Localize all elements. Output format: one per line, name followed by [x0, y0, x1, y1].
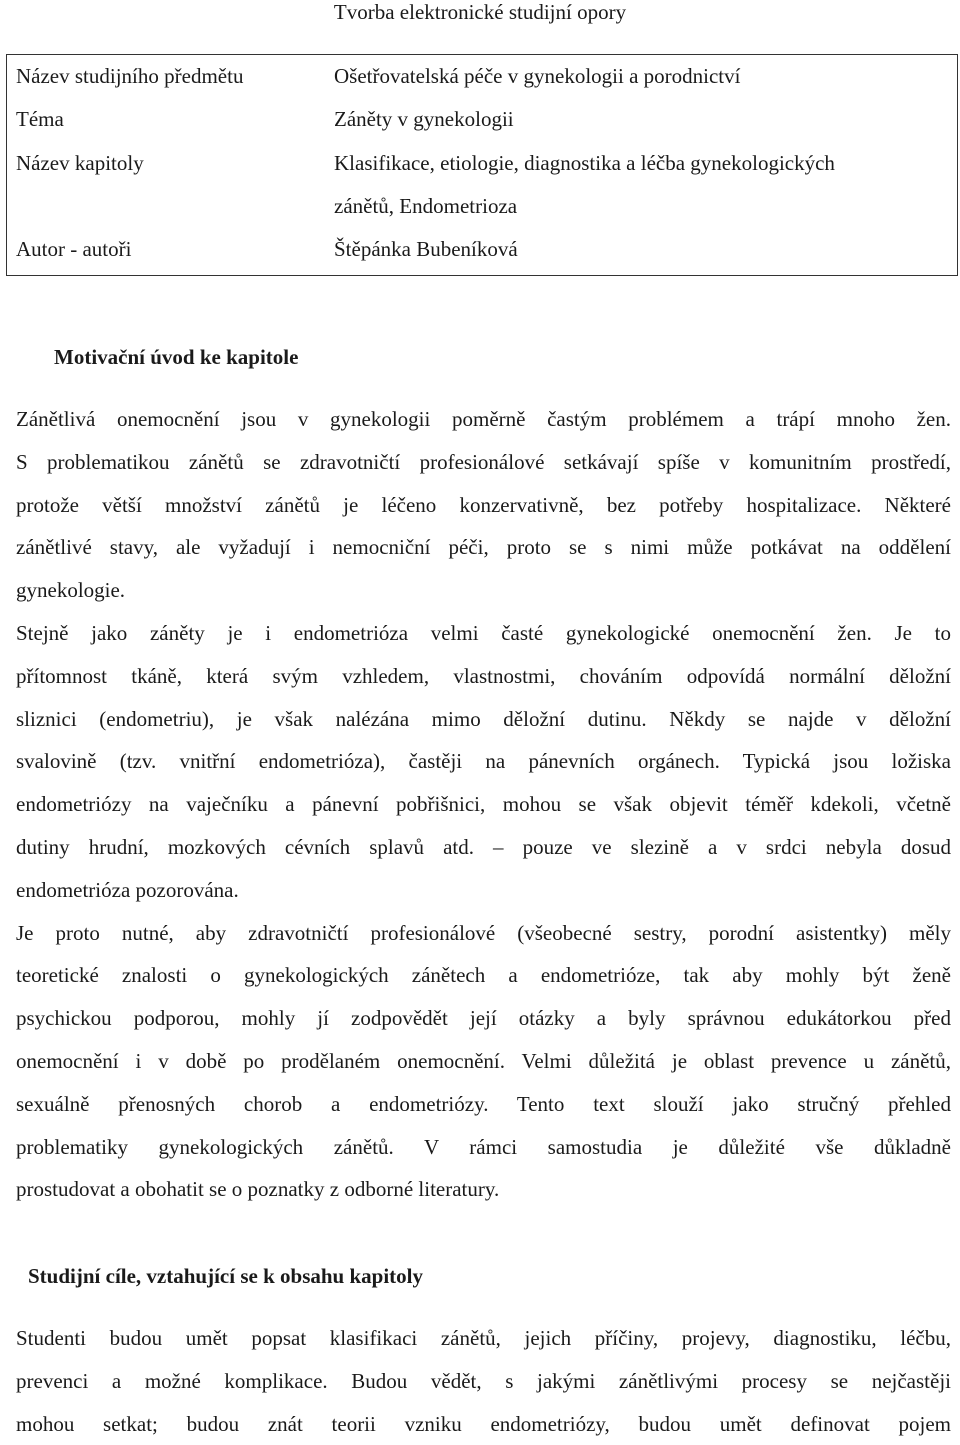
- goals-heading: Studijní cíle, vztahující se k obsahu kapitoly: [28, 1264, 423, 1288]
- text-line: přítomnost tkáně, která svým vzhledem, vlastnostmi, chováním odpovídá normální děložní: [16, 663, 951, 688]
- text-line: sexuálně přenosných chorob a endometriózy. Tento text slouží jako stručný přehled: [16, 1091, 951, 1116]
- info-value: Záněty v gynekologii: [334, 107, 514, 131]
- text-line: S problematikou zánětů se zdravotničtí profesionálové setkávají spíše v komunitním prostředí,: [16, 449, 951, 474]
- text-line: psychickou podporou, mohly jí zodpovědět její otázky a byly správnou edukátorkou před: [16, 1006, 951, 1031]
- text-line: teoretické znalosti o gynekologických zánětech a endometrióze, tak aby mohly být ženě: [16, 963, 951, 988]
- text-line: dutiny hrudní, mozkových cévních splavů atd. – pouze ve slezině a v srdci nebyla dosud: [16, 834, 951, 859]
- info-label: Název studijního předmětu: [16, 64, 244, 88]
- info-value: Ošetřovatelská péče v gynekologii a porodnictví: [334, 64, 741, 88]
- motivation-text: [16, 398, 951, 1211]
- goals-text: [16, 1317, 951, 1445]
- text-line: svalovině (tzv. vnitřní endometrióza), častěji na pánevních orgánech. Typická jsou ložiska: [16, 749, 951, 774]
- text-line: endometriózy na vaječníku a pánevní pobřišnici, mohou se však objevit téměř kdekoli, včetně: [16, 792, 951, 817]
- text-line: zánětlivé stavy, ale vyžadují i nemocniční péči, proto se s nimi může potkávat na oddělení: [16, 535, 951, 560]
- course-info-table: [6, 54, 958, 276]
- page-header-title: Tvorba elektronické studijní opory: [333, 0, 627, 24]
- info-label: Autor - autoři: [16, 237, 132, 261]
- motivation-heading: Motivační úvod ke kapitole: [54, 345, 299, 369]
- text-line: prostudovat a obohatit se o poznatky z odborné literatury.: [16, 1177, 500, 1202]
- info-value: zánětů, Endometrioza: [334, 194, 518, 218]
- text-line: mohou setkat; budou znát teorii vzniku endometriózy, budou umět definovat pojem: [16, 1411, 951, 1436]
- text-line: Stejně jako záněty je i endometrióza velmi časté gynekologické onemocnění žen. Je to: [16, 620, 951, 645]
- text-line: onemocnění i v době po prodělaném onemocnění. Velmi důležitá je oblast prevence u zánětů,: [16, 1048, 951, 1073]
- text-line: gynekologie.: [16, 578, 126, 603]
- info-label: Název kapitoly: [16, 151, 144, 175]
- info-value: Štěpánka Bubeníková: [334, 237, 518, 261]
- info-label: Téma: [16, 107, 64, 131]
- text-line: sliznici (endometriu), je však nalézána mimo děložní dutinu. Někdy se najde v děložní: [16, 706, 951, 731]
- text-line: Je proto nutné, aby zdravotničtí profesionálové (všeobecné sestry, porodní asistentky) měly: [16, 920, 951, 945]
- text-line: protože větší množství zánětů je léčeno konzervativně, bez potřeby hospitalizace. Některé: [16, 492, 951, 517]
- text-line: Zánětlivá onemocnění jsou v gynekologii poměrně častým problémem a trápí mnoho žen.: [16, 407, 951, 431]
- text-line: Studenti budou umět popsat klasifikaci zánětů, jejich příčiny, projevy, diagnostiku, léčbu,: [16, 1326, 951, 1350]
- text-line: problematiky gynekologických zánětů. V rámci samostudia je důležité vše důkladně: [16, 1134, 951, 1159]
- info-value: Klasifikace, etiologie, diagnostika a léčba gynekologických: [334, 151, 835, 175]
- text-line: endometrióza pozorována.: [16, 877, 239, 902]
- text-line: prevenci a možné komplikace. Budou vědět, s jakými zánětlivými procesy se nejčastěji: [16, 1368, 951, 1393]
